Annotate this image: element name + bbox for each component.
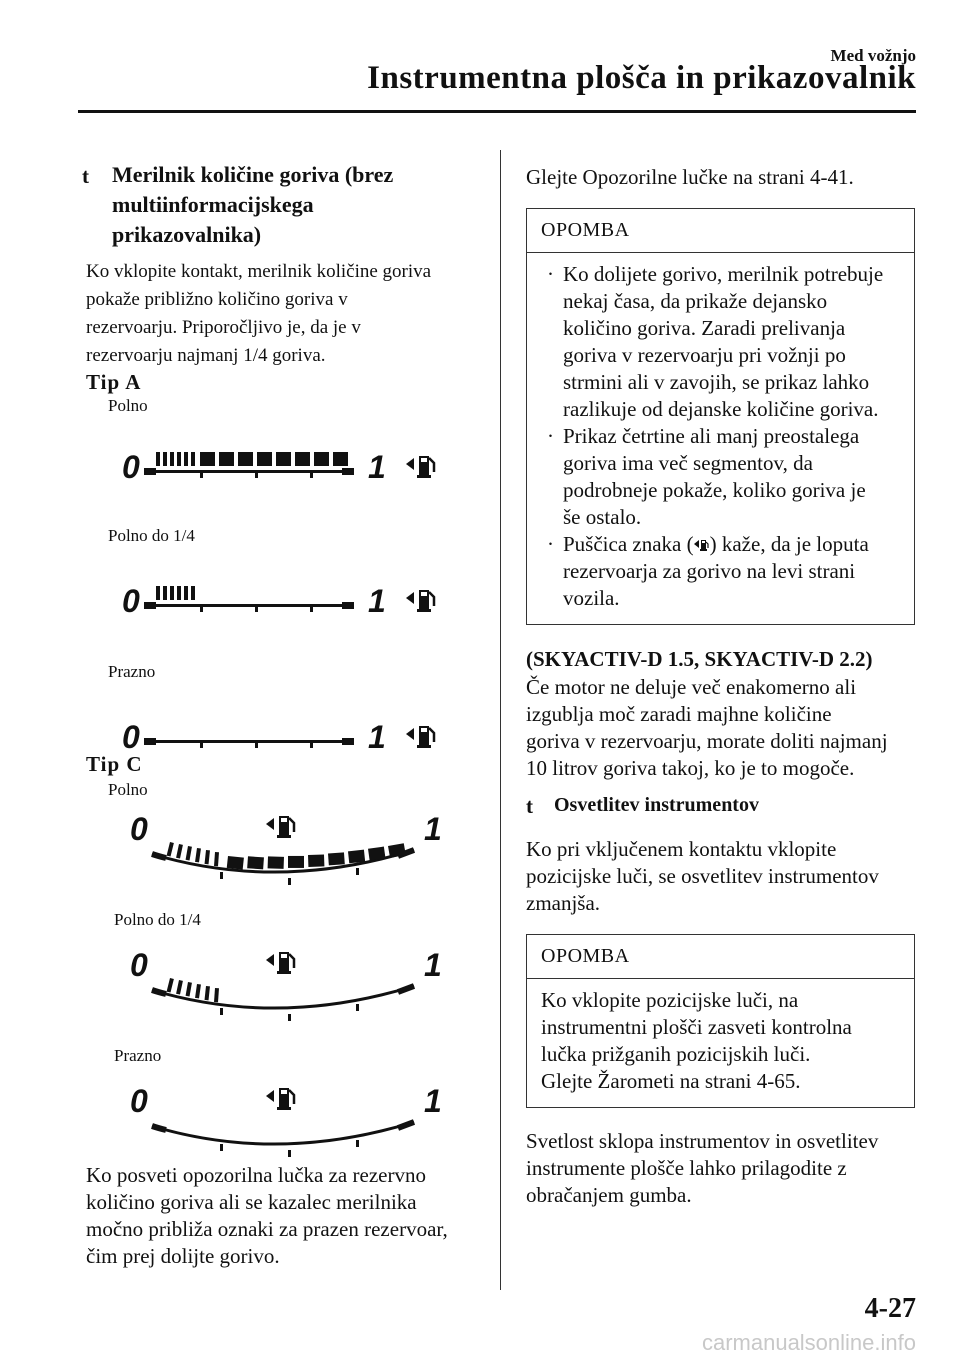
gauge-tick xyxy=(288,1150,291,1157)
brightness-paragraph xyxy=(526,1128,926,1209)
paragraph-line: količino goriva ali se kazalec merilnika xyxy=(86,1190,417,1214)
gauge-max-label: 1 xyxy=(368,449,386,485)
gauge-min-label: 0 xyxy=(122,719,140,755)
fuel-segment xyxy=(177,452,181,466)
gauge-min-label: 0 xyxy=(130,947,148,983)
paragraph-line: pozicijske luči, se osvetlitev instrumentov xyxy=(526,864,879,888)
fuel-pump-icon xyxy=(266,816,294,838)
illumination-heading: Osvetlitev instrumentov xyxy=(554,794,759,816)
note-line: razlikuje od dejanske količine goriva. xyxy=(563,397,879,421)
skyactiv-paragraph xyxy=(526,674,926,782)
skyactiv-heading: (SKYACTIV-D 1.5, SKYACTIV-D 2.2) xyxy=(526,647,873,671)
gauge-tick xyxy=(356,1004,359,1011)
gauge-end-mark xyxy=(342,738,354,745)
note-title: OPOMBA xyxy=(527,209,914,253)
gauge-tick xyxy=(255,743,258,748)
watermark: carmanualsonline.info xyxy=(701,1330,916,1355)
fuel-pump-icon xyxy=(266,952,294,974)
fuel-segment xyxy=(308,854,324,867)
fuel-pump-icon xyxy=(406,726,434,748)
gauge-min-label: 0 xyxy=(130,811,148,847)
fuel-segment xyxy=(200,452,215,466)
fuel-segment xyxy=(214,988,219,1002)
fuel-segment xyxy=(295,452,310,466)
note-text: ) kaže, da je loputa xyxy=(709,532,869,556)
gauge-max-label: 1 xyxy=(368,583,386,619)
gauge-tick xyxy=(288,1014,291,1021)
gauge-end-mark xyxy=(342,468,354,475)
type-a-label: Tip A xyxy=(86,370,142,394)
fuel-segment xyxy=(167,842,174,857)
gauge-baseline xyxy=(152,986,414,1008)
fuel-segment xyxy=(163,452,167,466)
fuel-segment xyxy=(368,847,386,861)
paragraph-line: 10 litrov goriva takoj, ko je to mogoče. xyxy=(526,756,855,780)
fuel-segment xyxy=(191,586,195,600)
note-line: Ko vklopite pozicijske luči, na xyxy=(541,988,799,1012)
intro-paragraph xyxy=(86,258,486,370)
gauge-tick xyxy=(356,1140,359,1147)
note-line: Ko dolijete gorivo, merilnik potrebuje xyxy=(563,262,884,286)
gauge-tick xyxy=(200,743,203,748)
page-title: Instrumentna plošča in prikazovalnik xyxy=(367,60,916,96)
fuel-gauge-type-c-full xyxy=(128,808,458,892)
fuel-segment xyxy=(333,452,348,466)
arrow-left-icon xyxy=(406,458,414,470)
fuel-segment xyxy=(176,844,183,859)
note-line: podrobneje pokaže, koliko goriva je xyxy=(563,478,866,502)
fuel-segment xyxy=(328,852,345,865)
paragraph-line: čim prej dolijte gorivo. xyxy=(86,1244,280,1268)
gauge-caption: Polno do 1/4 xyxy=(108,526,195,545)
arrow-left-icon xyxy=(406,728,414,740)
note-line: Prikaz četrtine ali manj preostalega xyxy=(563,424,860,448)
gauge-end-mark xyxy=(152,990,166,994)
fuel-segment xyxy=(170,586,174,600)
gauge-baseline xyxy=(152,1122,414,1144)
fuel-segment xyxy=(184,586,188,600)
fuel-segment xyxy=(348,850,365,864)
arrow-left-icon xyxy=(266,818,274,830)
bullet-dot: · xyxy=(547,532,554,556)
fuel-pump-icon xyxy=(694,535,710,553)
note-line: Glejte Žarometi na strani 4-65. xyxy=(541,1069,801,1093)
gauge-min-label: 0 xyxy=(130,1083,148,1119)
fuel-segment xyxy=(238,452,253,466)
bullet-dot: · xyxy=(547,424,554,448)
paragraph-line: zmanjša. xyxy=(526,891,601,915)
note-line: rezervoarja za gorivo na levi strani xyxy=(563,559,856,583)
gauge-caption: Prazno xyxy=(108,662,156,681)
gauge-end-mark xyxy=(144,468,156,475)
gauge-tick xyxy=(310,743,313,748)
fuel-segment xyxy=(167,978,174,993)
gauge-max-label: 1 xyxy=(424,947,442,983)
paragraph-line: Svetlost sklopa instrumentov in osvetlitev xyxy=(526,1129,879,1153)
paragraph-line: instrumente plošče lahko prilagodite z xyxy=(526,1156,847,1180)
paragraph-line: močno približa oznaki za prazen rezervoar, xyxy=(86,1217,448,1241)
fuel-segment xyxy=(247,856,264,869)
fuel-segment xyxy=(268,856,284,869)
fuel-segment xyxy=(205,986,210,1000)
note-box-fuel xyxy=(526,208,915,625)
note-title: OPOMBA xyxy=(527,935,914,979)
gauge-min-label: 0 xyxy=(122,449,140,485)
arrow-left-icon xyxy=(406,592,414,604)
gauge-baseline xyxy=(144,470,354,473)
gauge-baseline xyxy=(144,604,354,607)
paragraph-line: obračanjem gumba. xyxy=(526,1183,692,1207)
gauge-tick xyxy=(220,872,223,879)
gauge-end-mark xyxy=(144,602,156,609)
gauge-tick xyxy=(220,1144,223,1151)
fuel-segment xyxy=(257,452,272,466)
gauge-tick xyxy=(310,607,313,612)
gauge-tick xyxy=(200,473,203,478)
fuel-pump-icon xyxy=(406,590,434,612)
chapter-label: Med vožnjo xyxy=(830,46,916,65)
heading-line: multiinformacijskega xyxy=(112,192,314,217)
see-warning-lights: Glejte Opozorilne lučke na strani 4-41. xyxy=(526,165,854,189)
gauge-end-mark xyxy=(144,738,156,745)
gauge-caption: Prazno xyxy=(114,1046,162,1065)
paragraph-line: goriva v rezervoarju, morate doliti najmanj xyxy=(526,729,888,753)
note-item xyxy=(541,423,900,531)
note-line: instrumentni plošči zasveti kontrolna xyxy=(541,1015,852,1039)
fuel-segment xyxy=(314,452,329,466)
fuel-gauge-type-a-empty xyxy=(120,710,460,760)
gauge-end-mark xyxy=(398,1122,414,1128)
fuel-gauge-type-c-quarter xyxy=(128,944,458,1028)
heading-line: prikazovalnika) xyxy=(112,222,262,247)
note-body xyxy=(527,979,914,1107)
paragraph-line: izgublja moč zaradi majhne količine xyxy=(526,702,832,726)
gauge-caption: Polno xyxy=(108,396,148,415)
arrow-left-icon xyxy=(266,1090,274,1102)
note-box-lights xyxy=(526,934,915,1108)
fuel-gauge-type-c-empty xyxy=(128,1080,458,1164)
gauge-tick xyxy=(220,1008,223,1015)
gauge-tick xyxy=(288,878,291,885)
fuel-segment xyxy=(163,586,167,600)
note-line: nekaj časa, da prikaže dejansko xyxy=(563,289,828,313)
gauge-end-mark xyxy=(342,602,354,609)
gauge-end-mark xyxy=(152,1126,166,1130)
gauge-max-label: 1 xyxy=(424,1083,442,1119)
note-body xyxy=(527,253,914,624)
gauge-caption: Polno do 1/4 xyxy=(114,910,201,929)
fuel-segment xyxy=(227,856,244,870)
gauge-max-label: 1 xyxy=(368,719,386,755)
fuel-pump-icon xyxy=(266,1088,294,1110)
gauge-baseline xyxy=(144,740,354,743)
note-line: še ostalo. xyxy=(563,505,642,529)
type-c-label: Tip C xyxy=(86,752,143,776)
column-divider xyxy=(500,150,501,1290)
bullet-dot: · xyxy=(547,262,554,286)
note-line: goriva ima več segmentov, da xyxy=(563,451,813,475)
fuel-segment xyxy=(186,846,192,860)
gauge-min-label: 0 xyxy=(122,583,140,619)
gauge-caption: Polno xyxy=(108,780,148,799)
fuel-segment xyxy=(191,452,195,466)
gauge-tick xyxy=(200,607,203,612)
gauge-end-mark xyxy=(152,854,166,858)
fuel-segment xyxy=(184,452,188,466)
illumination-paragraph xyxy=(526,836,926,917)
note-line: vozila. xyxy=(563,586,620,610)
fuel-segment xyxy=(219,452,234,466)
section-marker: t xyxy=(82,164,89,188)
fuel-segment xyxy=(176,980,183,995)
page-number: 4-27 xyxy=(864,1293,916,1324)
fuel-segment xyxy=(205,850,210,864)
fuel-segment xyxy=(156,452,160,466)
paragraph-line: Ko pri vključenem kontaktu vklopite xyxy=(526,837,837,861)
heading-line: Merilnik količine goriva (brez xyxy=(112,162,394,187)
fuel-pump-icon xyxy=(406,456,434,478)
fuel-segment xyxy=(156,586,160,600)
paragraph-line: rezervoarju. Priporočljivo je, da je v xyxy=(86,317,361,338)
fuel-segment xyxy=(195,984,201,998)
gauge-tick xyxy=(255,473,258,478)
gauge-max-label: 1 xyxy=(424,811,442,847)
note-line: strmini ali v zavojih, se prikaz lahko xyxy=(563,370,870,394)
note-line xyxy=(563,531,900,558)
fuel-segment xyxy=(186,982,192,996)
note-text: Puščica znaka ( xyxy=(563,532,694,556)
note-line: goriva v rezervoarju pri vožnji po xyxy=(563,343,846,367)
fuel-segment xyxy=(170,452,174,466)
paragraph-line: pokaže približno količino goriva v xyxy=(86,289,348,310)
fuel-gauge-type-a-full xyxy=(120,440,460,490)
paragraph-line: rezervoarju najmanj 1/4 goriva. xyxy=(86,345,326,366)
gauge-tick xyxy=(255,607,258,612)
paragraph-line: Ko posveti opozorilna lučka za rezervno xyxy=(86,1163,426,1187)
closing-paragraph-left xyxy=(86,1162,496,1270)
gauge-tick xyxy=(310,473,313,478)
note-item xyxy=(541,531,900,612)
fuel-segment xyxy=(195,848,201,862)
note-line: lučka prižganih pozicijskih luči. xyxy=(541,1042,811,1066)
paragraph-line: Če motor ne deluje več enakomerno ali xyxy=(526,675,857,699)
fuel-segment xyxy=(276,452,291,466)
section-marker: t xyxy=(526,794,533,818)
note-item xyxy=(541,261,900,423)
fuel-segment xyxy=(177,586,181,600)
fuel-gauge-heading xyxy=(112,160,393,250)
fuel-gauge-type-a-quarter xyxy=(120,574,460,624)
gauge-tick xyxy=(356,868,359,875)
note-line: količino goriva. Zaradi prelivanja xyxy=(563,316,846,340)
gauge-end-mark xyxy=(398,986,414,992)
arrow-left-icon xyxy=(266,954,274,966)
header-rule xyxy=(78,110,916,113)
fuel-segment xyxy=(214,852,219,866)
fuel-segment xyxy=(288,856,304,868)
paragraph-line: Ko vklopite kontakt, merilnik količine goriva xyxy=(86,261,432,282)
